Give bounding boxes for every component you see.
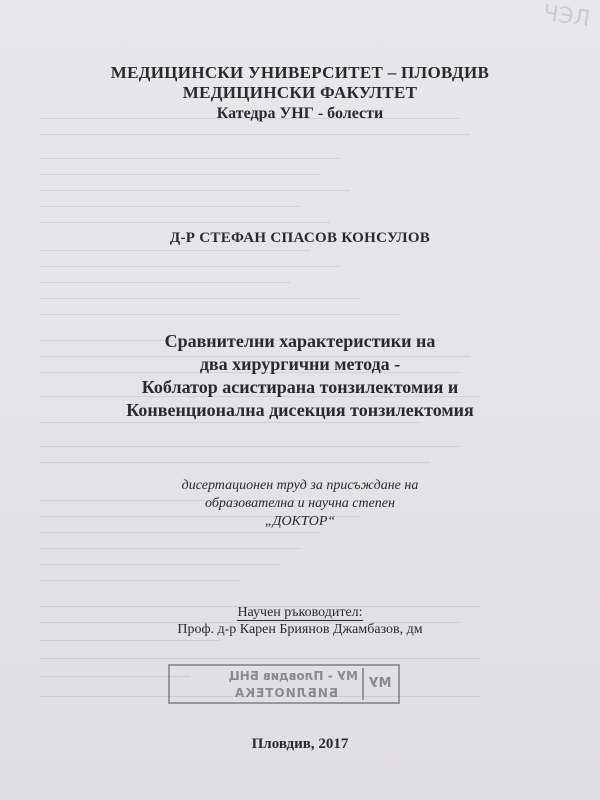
supervisor-label: [0, 604, 600, 621]
title-line: Коблатор асистирана тонзилектомия и: [141, 377, 459, 397]
stamp-line-2: БИБЛИОТЕКА: [233, 686, 338, 700]
subtitle-line: „ДОКТОР“: [264, 514, 336, 529]
university-name: МЕДИЦИНСКИ УНИВЕРСИТЕТ – ПЛОВДИВ: [110, 63, 490, 82]
subtitle-line: образователна и научна степен: [205, 496, 395, 511]
subtitle-line: дисертационен труд за присъждане на: [181, 478, 419, 493]
author-name: Д-Р СТЕФАН СПАСОВ КОНСУЛОВ: [169, 230, 431, 246]
place-and-year: Пловдив, 2017: [251, 736, 349, 752]
stamp-logo: МУ: [362, 668, 396, 700]
dissertation-title: [0, 330, 600, 422]
stamp-line-1: МУ - Пловдив БНЦ: [228, 669, 358, 683]
title-line: два хирургични метода -: [199, 354, 401, 374]
library-stamp: [168, 664, 400, 704]
title-line: Конвенционална дисекция тонзилектомия: [126, 400, 474, 420]
degree-statement: [0, 477, 600, 531]
handwritten-page-mark: ЧЭЛ: [541, 0, 592, 33]
supervisor-name: Проф. д-р Карен Бриянов Джамбазов, дм: [177, 622, 423, 637]
supervisor-label-text: Научен ръководител:: [237, 605, 363, 620]
department-name: Катедра УНГ - болести: [216, 105, 384, 122]
faculty-name: МЕДИЦИНСКИ ФАКУЛТЕТ: [182, 83, 418, 102]
title-line: Сравнителни характеристики на: [164, 331, 436, 351]
